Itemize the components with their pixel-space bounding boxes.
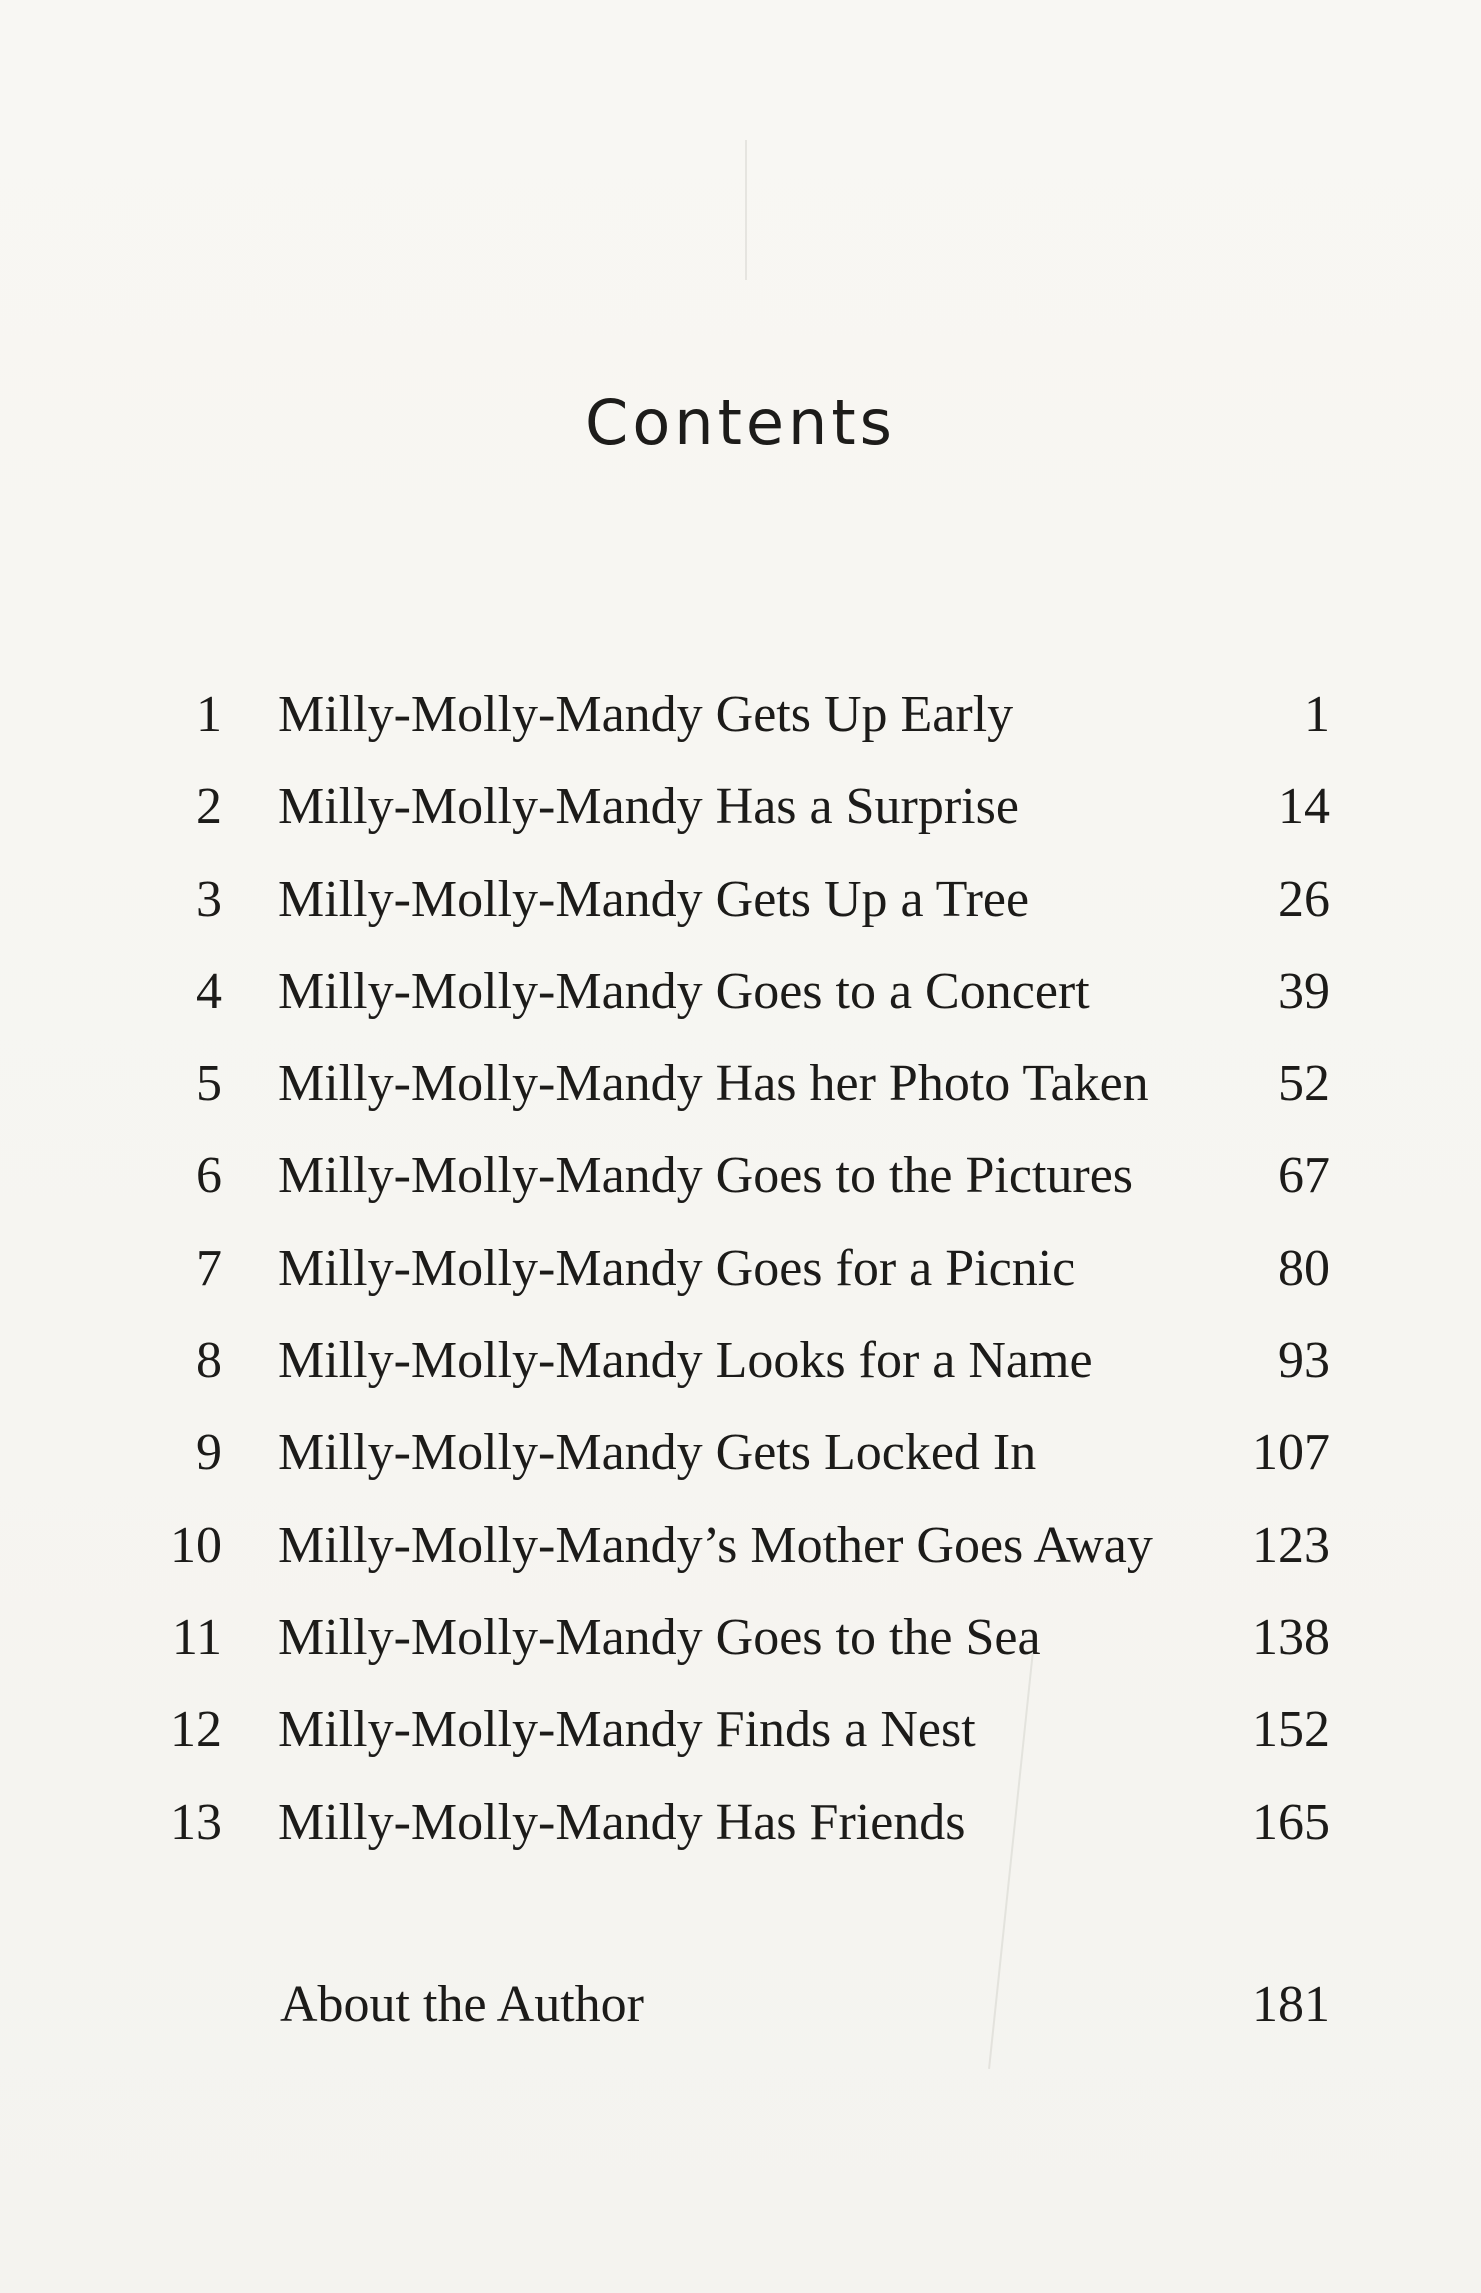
page-title: Contents — [585, 386, 896, 459]
toc-entry[interactable] — [150, 1788, 1330, 1880]
chapter-number: 4 — [196, 962, 222, 1020]
chapter-title: Milly-Molly-Mandy’s Mother Goes Away — [278, 1516, 1153, 1574]
chapter-title: Milly-Molly-Mandy Looks for a Name — [278, 1332, 1093, 1390]
chapter-page: 107 — [1252, 1424, 1330, 1482]
toc-entry[interactable] — [150, 865, 1330, 957]
chapter-page: 165 — [1252, 1793, 1330, 1851]
chapter-title: Milly-Molly-Mandy Goes to a Concert — [278, 962, 1090, 1020]
toc-entry[interactable] — [150, 1603, 1330, 1695]
chapter-title: Milly-Molly-Mandy Gets Up Early — [278, 686, 1014, 743]
toc-entry[interactable] — [150, 1049, 1330, 1141]
chapter-number: 9 — [196, 1424, 222, 1482]
chapter-title: Milly-Molly-Mandy Has a Surprise — [278, 778, 1019, 836]
chapter-page: 138 — [1252, 1608, 1330, 1666]
chapter-number: 13 — [170, 1793, 222, 1851]
chapter-page: 67 — [1278, 1147, 1330, 1205]
chapter-page: 39 — [1278, 962, 1330, 1020]
chapter-title: Milly-Molly-Mandy Has her Photo Taken — [278, 1055, 1149, 1113]
toc-entry[interactable] — [150, 1326, 1330, 1418]
chapter-page: 52 — [1278, 1055, 1330, 1113]
chapter-title: Milly-Molly-Mandy Goes to the Pictures — [278, 1147, 1134, 1205]
chapter-page: 1 — [1304, 686, 1330, 743]
chapter-number: 1 — [196, 686, 222, 743]
chapter-number: 5 — [196, 1055, 222, 1113]
chapter-number: 3 — [196, 870, 222, 928]
toc-entry[interactable] — [150, 1695, 1330, 1787]
back-matter-title: About the Author — [280, 1976, 644, 2033]
toc-entry[interactable] — [150, 1418, 1330, 1510]
chapter-page: 14 — [1278, 778, 1330, 836]
toc-entry[interactable] — [150, 1511, 1330, 1603]
chapter-page: 123 — [1252, 1516, 1330, 1574]
chapter-title: Milly-Molly-Mandy Gets Locked In — [278, 1424, 1037, 1482]
chapter-page: 80 — [1278, 1239, 1330, 1297]
chapter-page: 152 — [1252, 1701, 1330, 1759]
chapter-page: 93 — [1278, 1332, 1330, 1390]
table-of-contents — [150, 680, 1330, 1880]
back-matter-page: 181 — [1252, 1976, 1330, 2033]
paper-crease — [745, 140, 747, 280]
chapter-number: 6 — [196, 1147, 222, 1205]
toc-entry[interactable] — [150, 1141, 1330, 1233]
chapter-title: Milly-Molly-Mandy Goes to the Sea — [278, 1608, 1041, 1666]
chapter-title: Milly-Molly-Mandy Goes for a Picnic — [278, 1239, 1076, 1297]
chapter-number: 2 — [196, 778, 222, 836]
chapter-title: Milly-Molly-Mandy Finds a Nest — [278, 1701, 976, 1759]
chapter-number: 8 — [196, 1332, 222, 1390]
chapter-number: 7 — [196, 1239, 222, 1297]
chapter-title: Milly-Molly-Mandy Gets Up a Tree — [278, 870, 1030, 928]
chapter-number: 12 — [170, 1701, 222, 1759]
chapter-number: 10 — [170, 1516, 222, 1574]
chapter-number: 11 — [171, 1608, 222, 1666]
toc-entry[interactable] — [150, 957, 1330, 1049]
toc-entry[interactable] — [150, 772, 1330, 864]
chapter-title: Milly-Molly-Mandy Has Friends — [278, 1793, 966, 1851]
toc-entry-about-author[interactable] — [150, 1970, 1330, 2040]
toc-entry[interactable] — [150, 680, 1330, 772]
chapter-page: 26 — [1278, 870, 1330, 928]
toc-entry[interactable] — [150, 1234, 1330, 1326]
